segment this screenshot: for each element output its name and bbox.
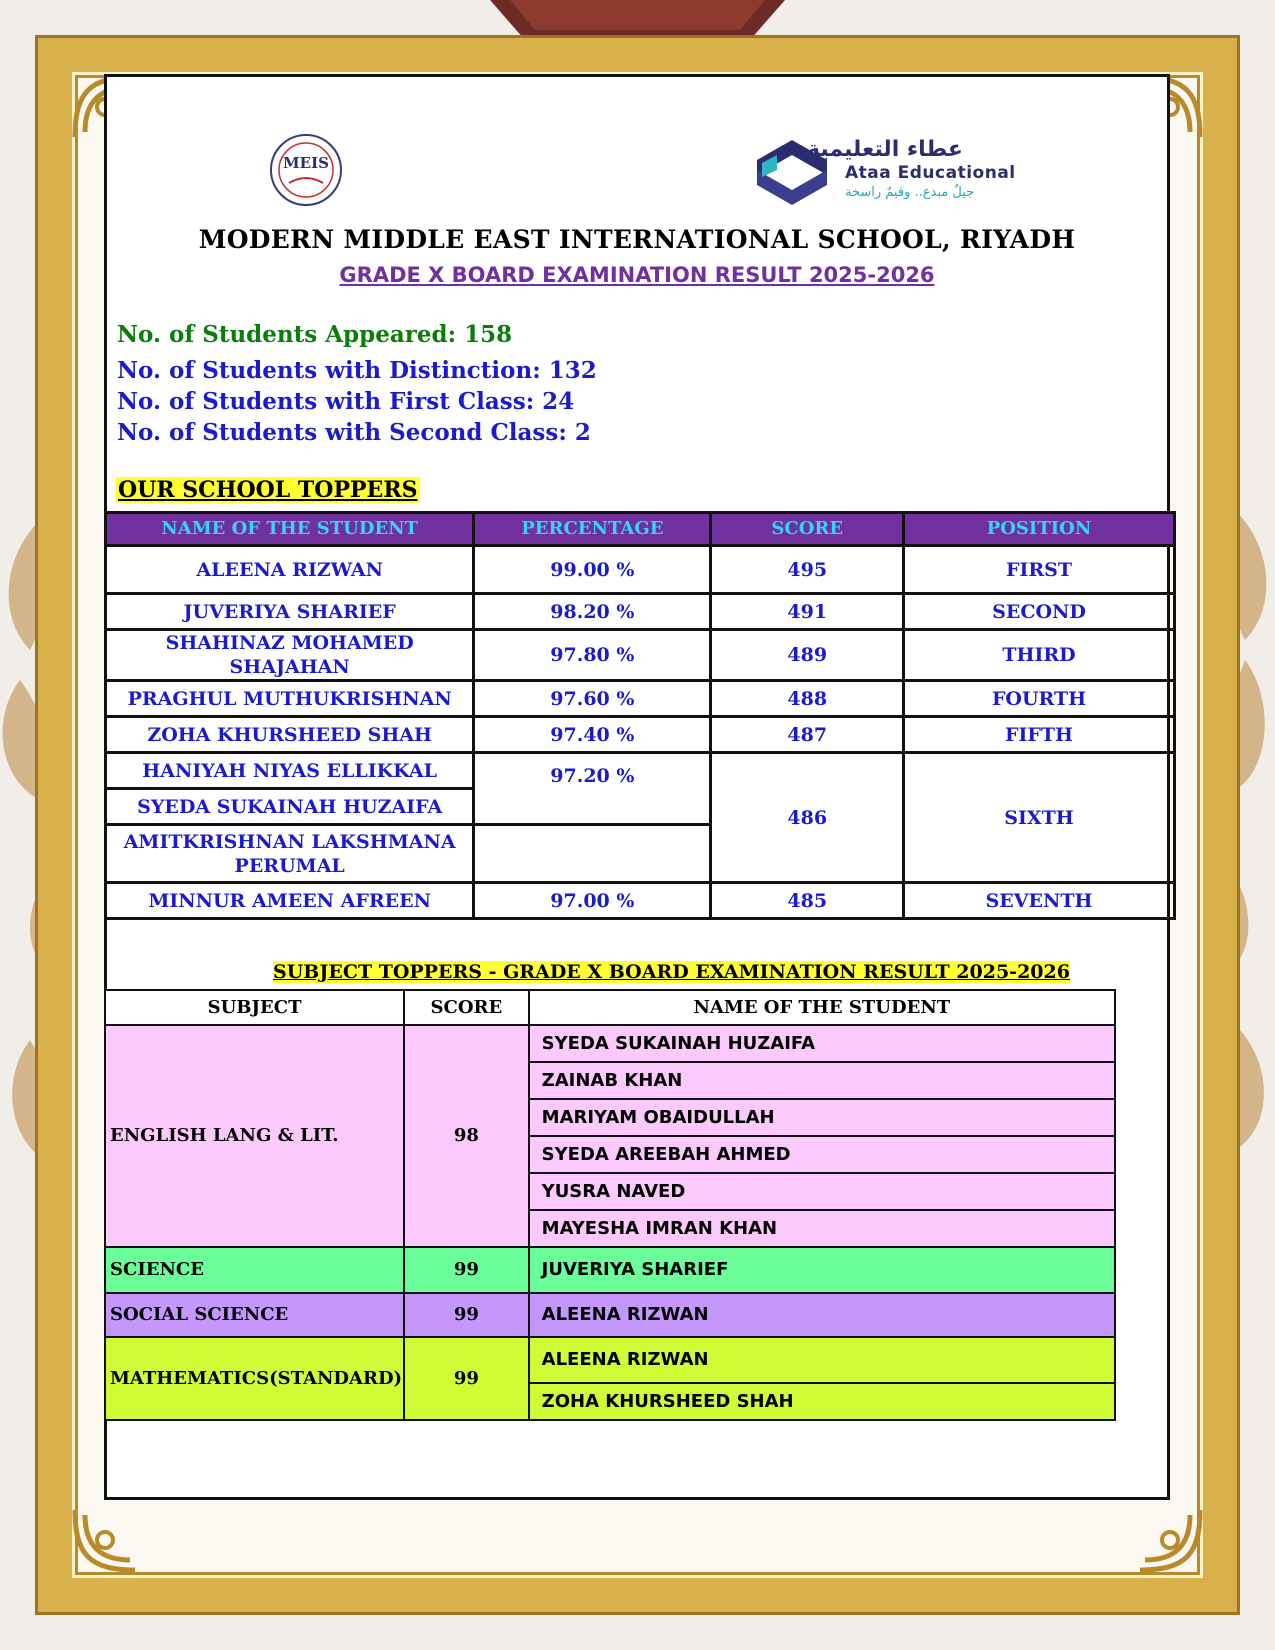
score: 495 [711, 546, 904, 594]
score: 487 [711, 717, 904, 753]
percentage: 97.00 % [474, 883, 711, 919]
table-row [106, 883, 1175, 919]
column-header: NAME OF THE STUDENT [106, 513, 474, 546]
corner-ornament [70, 1505, 140, 1575]
table-row [105, 1337, 1115, 1383]
table-header-row [106, 513, 1175, 546]
student-name: ALEENA RIZWAN [106, 546, 474, 594]
position: SEVENTH [904, 883, 1175, 919]
table-row [105, 1293, 1115, 1337]
position: SECOND [904, 594, 1175, 630]
position: THIRD [904, 630, 1175, 681]
table-row [106, 681, 1175, 717]
column-header: PERCENTAGE [474, 513, 711, 546]
column-header: POSITION [904, 513, 1175, 546]
subject: SOCIAL SCIENCE [105, 1293, 404, 1337]
student-name: ALEENA RIZWAN [529, 1293, 1115, 1337]
subject: ENGLISH LANG & LIT. [105, 1025, 404, 1247]
student-name: PRAGHUL MUTHUKRISHNAN [106, 681, 474, 717]
subject-toppers-table [104, 989, 1116, 1421]
student-name: JUVERIYA SHARIEF [529, 1247, 1115, 1293]
ataa-english-name: Ataa Educational [845, 163, 1016, 183]
column-header: SCORE [404, 990, 529, 1025]
student-name: JUVERIYA SHARIEF [106, 594, 474, 630]
table-row [106, 630, 1175, 681]
result-sheet [104, 74, 1170, 1500]
student-name: ZAINAB KHAN [529, 1062, 1115, 1099]
ataa-arabic-name: عطاء التعليمية [807, 137, 963, 162]
table-row [106, 717, 1175, 753]
table-header-row [105, 990, 1115, 1025]
table-row [105, 1025, 1115, 1062]
student-name: ZOHA KHURSHEED SHAH [106, 717, 474, 753]
percentage: 97.40 % [474, 717, 711, 753]
table-row [105, 1247, 1115, 1293]
student-name: YUSRA NAVED [529, 1173, 1115, 1210]
student-name: SHAHINAZ MOHAMED SHAJAHAN [106, 630, 474, 681]
percentage: 97.20 % [474, 753, 711, 825]
stat-appeared: No. of Students Appeared: 158 [117, 321, 513, 348]
student-name: MAYESHA IMRAN KHAN [529, 1210, 1115, 1247]
student-name: ZOHA KHURSHEED SHAH [529, 1383, 1115, 1420]
subject-toppers-heading: SUBJECT TOPPERS - GRADE X BOARD EXAMINATION RESULT 2025-2026 [273, 961, 1070, 983]
score: 99 [404, 1293, 529, 1337]
toppers-heading: OUR SCHOOL TOPPERS [118, 477, 418, 503]
student-name: SYEDA SUKAINAH HUZAIFA [106, 789, 474, 825]
percentage: 97.60 % [474, 681, 711, 717]
student-name: ALEENA RIZWAN [529, 1337, 1115, 1383]
student-name: SYEDA SUKAINAH HUZAIFA [529, 1025, 1115, 1062]
student-name: AMITKRISHNAN LAKSHMANA PERUMAL [106, 825, 474, 883]
svg-text:MEIS: MEIS [283, 154, 329, 172]
column-header: SUBJECT [105, 990, 404, 1025]
student-name: MARIYAM OBAIDULLAH [529, 1099, 1115, 1136]
percentage: 98.20 % [474, 594, 711, 630]
score: 488 [711, 681, 904, 717]
position: FOURTH [904, 681, 1175, 717]
score: 491 [711, 594, 904, 630]
percentage: 99.00 % [474, 546, 711, 594]
table-row [106, 594, 1175, 630]
score: 485 [711, 883, 904, 919]
score: 99 [404, 1247, 529, 1293]
stat-distinction: No. of Students with Distinction: 132 [117, 357, 597, 384]
subject: SCIENCE [105, 1247, 404, 1293]
column-header: SCORE [711, 513, 904, 546]
score: 489 [711, 630, 904, 681]
corner-ornament [1135, 1505, 1205, 1575]
column-header: NAME OF THE STUDENT [529, 990, 1115, 1025]
score: 486 [711, 753, 904, 883]
percentage: 97.80 % [474, 630, 711, 681]
table-row [106, 546, 1175, 594]
table-row [106, 753, 1175, 789]
school-name: MODERN MIDDLE EAST INTERNATIONAL SCHOOL, RIYADH [198, 225, 1076, 254]
student-name: SYEDA AREEBAH AHMED [529, 1136, 1115, 1173]
meis-logo [269, 133, 343, 207]
score: 98 [404, 1025, 529, 1247]
student-name: HANIYAH NIYAS ELLIKKAL [106, 753, 474, 789]
score: 99 [404, 1337, 529, 1420]
exam-title: GRADE X BOARD EXAMINATION RESULT 2025-2026 [339, 263, 935, 287]
position: SIXTH [904, 753, 1175, 883]
position: FIFTH [904, 717, 1175, 753]
stat-first-class: No. of Students with First Class: 24 [117, 388, 575, 415]
student-name: MINNUR AMEEN AFREEN [106, 883, 474, 919]
top-ribbon [490, 0, 785, 40]
ataa-tagline: جيلٌ مبدع.. وقيمٌ راسخة [845, 185, 975, 200]
position: FIRST [904, 546, 1175, 594]
stat-second-class: No. of Students with Second Class: 2 [117, 419, 591, 446]
toppers-table [104, 511, 1176, 920]
subject: MATHEMATICS(STANDARD) [105, 1337, 404, 1420]
empty-cell [474, 825, 711, 883]
